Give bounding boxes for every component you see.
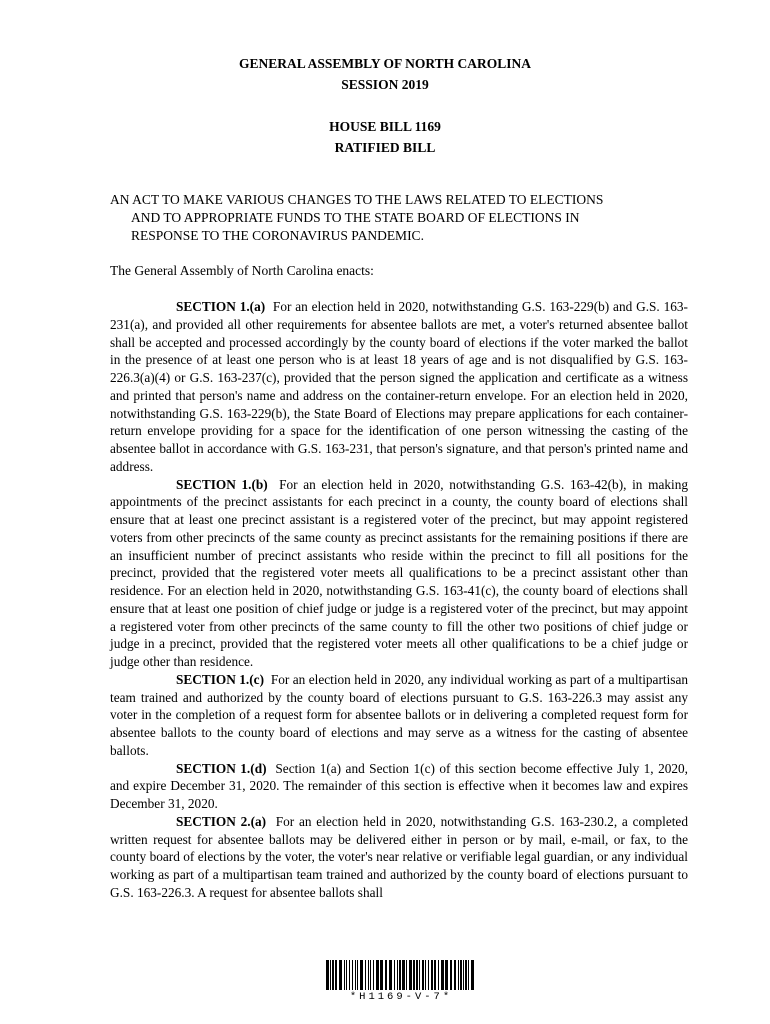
- section-1a: [110, 298, 688, 476]
- section-2a: [110, 813, 688, 902]
- act-title-line-1: AN ACT TO MAKE VARIOUS CHANGES TO THE LAWS RELATED TO ELECTIONS: [110, 192, 604, 207]
- section-label: SECTION 1.(b): [176, 476, 268, 492]
- barcode-bar: [431, 960, 433, 990]
- section-label: SECTION 1.(d): [176, 760, 267, 776]
- barcode-bar: [454, 960, 456, 990]
- enacting-clause: The General Assembly of North Carolina enacts:: [110, 263, 374, 278]
- barcode-bar: [468, 960, 469, 990]
- section-text: For an election held in 2020, notwithstanding G.S. 163-42(b), in making appointments of the precinct assistants for each precinct in a county, the county board of elections shall ensure that at least one precinct assistant is a registered voter of the precinct, but may appoint registered voters from other precincts of the same county as precinct assistants for the remaining positions if there are an insufficient number of precinct assistants who reside within the precinct to fill all positions for the precinct, provided that the registered voter meets all qualifications to be a precinct assistant other than residence. For an election held in 2020, notwithstanding G.S. 163-41(c), the county board of elections shall ensure that at least one position of chief judge or judge is a registered voter of the precinct, but may appoint a registered voter from other precincts of the same county to fill the other two positions of chief judge or judge in a precinct, provided that the registered voter meets all other qualifications to be a chief judge or judge other than residence.: [110, 476, 688, 669]
- barcode-bar: [409, 960, 412, 990]
- barcode-text: *H1169-V-7*: [349, 991, 453, 1003]
- barcode-bar: [357, 960, 358, 990]
- act-title-line-3: RESPONSE TO THE CORONAVIRUS PANDEMIC.: [131, 228, 424, 244]
- barcode-bar: [406, 960, 407, 990]
- barcode-bar: [425, 960, 426, 990]
- assembly-heading: GENERAL ASSEMBLY OF NORTH CAROLINA: [238, 56, 532, 71]
- barcode-bar: [460, 960, 462, 990]
- barcode-bar: [419, 960, 420, 990]
- section-text: For an election held in 2020, any individual working as part of a multipartisan team trained and authorized by the county board of elections pursuant to G.S. 163-226.3 may assist any voter in the completion of a request form for absentee ballots or in delivering a completed request form for absentee ballots to the county board of elections and may serve as a witness for the casting of absentee ballots.: [110, 671, 688, 758]
- barcode-bar: [326, 960, 329, 990]
- barcode-bar: [368, 960, 369, 990]
- barcode-bar: [330, 960, 331, 990]
- barcode-bar: [399, 960, 401, 990]
- barcode-bar: [463, 960, 464, 990]
- barcode-bar: [355, 960, 356, 990]
- section-label: SECTION 2.(a): [176, 813, 267, 829]
- bill-body: [110, 298, 688, 902]
- barcode-bar: [332, 960, 334, 990]
- act-title-line-2: AND TO APPROPRIATE FUNDS TO THE STATE BOARD OF ELECTIONS IN: [131, 210, 580, 226]
- barcode-bar: [346, 960, 347, 990]
- barcode-bar: [344, 960, 345, 990]
- section-label: SECTION 1.(c): [176, 671, 265, 687]
- barcode-bar: [402, 960, 405, 990]
- section-1b: [110, 476, 688, 671]
- barcode-bar: [376, 960, 379, 990]
- section-1c: [110, 671, 688, 760]
- barcode-bar: [465, 960, 467, 990]
- act-title: [110, 191, 690, 246]
- barcode-bar: [428, 960, 429, 990]
- barcode-bar: [438, 960, 439, 990]
- barcode-bar: [380, 960, 383, 990]
- barcode-bar: [365, 960, 366, 990]
- barcode-bar: [458, 960, 459, 990]
- section-label: SECTION 1.(a): [176, 299, 266, 314]
- barcode-bar: [471, 960, 474, 990]
- section-text: Section 1(a) and Section 1(c) of this section become effective July 1, 2020, and expire December 31, 2020. The remainder of this section is effective when it becomes law and expires December 31, 2020.: [110, 760, 688, 811]
- barcode-bar: [335, 960, 337, 990]
- barcode-bar: [413, 960, 415, 990]
- session-heading: SESSION 2019: [341, 77, 429, 92]
- barcode-bar: [370, 960, 371, 990]
- bill-status: RATIFIED BILL: [334, 140, 436, 155]
- barcode-bar: [422, 960, 424, 990]
- barcode-bar: [389, 960, 392, 990]
- barcode-bar: [397, 960, 398, 990]
- barcode-bar: [385, 960, 387, 990]
- barcode: [326, 960, 476, 990]
- barcode-bar: [360, 960, 363, 990]
- barcode-bar: [434, 960, 436, 990]
- barcode-bar: [339, 960, 342, 990]
- barcode-bar: [394, 960, 395, 990]
- barcode-bar: [373, 960, 374, 990]
- section-text: For an election held in 2020, notwithstanding G.S. 163-230.2, a completed written request for absentee ballots may be delivered either in person or by mail, e-mail, or fax, to the county board of elections by the voter, the voter's near relative or verifiable legal guardian, or any individual working as part of a multipartisan team trained and authorized by the county board of elections pursuant to G.S. 163-226.3. A request for absentee ballots shall: [110, 813, 688, 900]
- barcode-bar: [450, 960, 452, 990]
- barcode-bar: [352, 960, 353, 990]
- barcode-bar: [416, 960, 418, 990]
- barcode-bar: [349, 960, 350, 990]
- barcode-bar: [441, 960, 444, 990]
- bill-number: HOUSE BILL 1169: [329, 119, 441, 134]
- section-1d: [110, 760, 688, 813]
- barcode-bar: [445, 960, 448, 990]
- section-text: For an election held in 2020, notwithstanding G.S. 163-229(b) and G.S. 163-231(a), and provided all other requirements for absentee ballots are met, a voter's returned absentee ballot shall be accepted and processed accordingly by the county board of elections if the voter marked the ballot in the presence of at least one person who is at least 18 years of age and is not disqualified by G.S. 163-226.3(a)(4) or G.S. 163-237(c), provided that the person signed the application and certificate as a witness and printed that person's name and address on the container-return envelope. For an election held in 2020, notwithstanding G.S. 163-229(b), the State Board of Elections may prepare applications for each container-return envelope providing for a space for the identification of one person witnessing the casting of the absentee ballot in accordance with G.S. 163-231, that person's signature, and that person's printed name and address.: [110, 299, 688, 474]
